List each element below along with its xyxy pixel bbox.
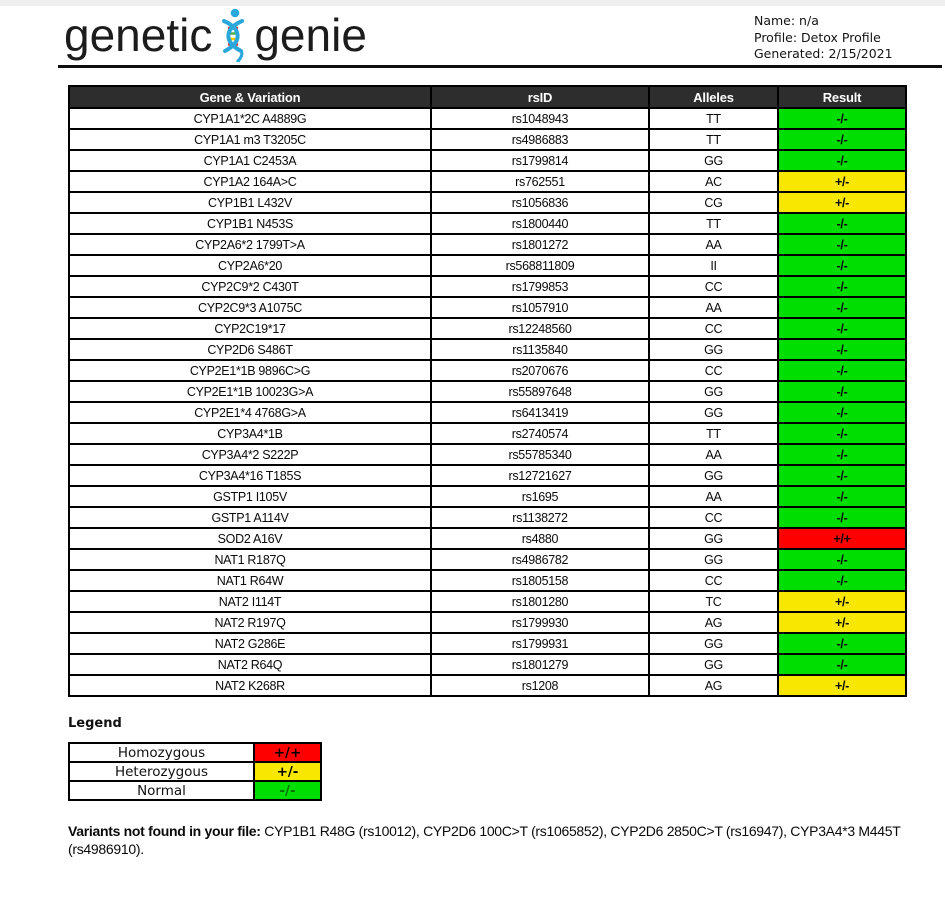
alleles-cell: TT [649,213,778,234]
report-name: Name: n/a [754,13,819,28]
result-cell: -/- [778,234,906,255]
result-cell: -/- [778,444,906,465]
rsid-cell: rs1799814 [431,150,649,171]
gene-cell: NAT2 R64Q [69,654,431,675]
rsid-cell: rs1799931 [431,633,649,654]
gene-cell: GSTP1 I105V [69,486,431,507]
alleles-cell: CC [649,360,778,381]
alleles-cell: TT [649,108,778,129]
gene-row [69,360,906,381]
result-cell: -/- [778,423,906,444]
result-cell: -/- [778,297,906,318]
result-cell: -/- [778,402,906,423]
result-cell: -/- [778,108,906,129]
gene-cell: CYP1A1 m3 T3205C [69,129,431,150]
gene-row [69,255,906,276]
gene-row [69,654,906,675]
alleles-cell: TT [649,129,778,150]
column-header-result: Result [778,86,906,108]
rsid-cell: rs55785340 [431,444,649,465]
gene-row [69,213,906,234]
gene-cell: NAT1 R64W [69,570,431,591]
alleles-cell: TT [649,423,778,444]
gene-row [69,129,906,150]
gene-row [69,444,906,465]
gene-cell: CYP1B1 N453S [69,213,431,234]
rsid-cell: rs762551 [431,171,649,192]
column-header-rsid: rsID [431,86,649,108]
gene-cell: NAT2 R197Q [69,612,431,633]
rsid-cell: rs4986782 [431,549,649,570]
gene-row [69,192,906,213]
alleles-cell: AC [649,171,778,192]
legend-symbol-cell: +/- [254,762,321,781]
alleles-cell: CC [649,570,778,591]
report-header [0,6,945,62]
gene-row [69,549,906,570]
legend-row [69,743,321,762]
gene-cell: CYP1A2 164A>C [69,171,431,192]
rsid-cell: rs12248560 [431,318,649,339]
result-cell: -/- [778,654,906,675]
rsid-cell: rs1800440 [431,213,649,234]
gene-cell: CYP2E1*4 4768G>A [69,402,431,423]
gene-row [69,486,906,507]
gene-cell: NAT2 G286E [69,633,431,654]
result-cell: -/- [778,339,906,360]
result-cell: +/- [778,192,906,213]
alleles-cell: GG [649,465,778,486]
rsid-cell: rs568811809 [431,255,649,276]
gene-cell: GSTP1 A114V [69,507,431,528]
gene-row [69,423,906,444]
gene-table-body [69,108,906,696]
rsid-cell: rs1138272 [431,507,649,528]
alleles-cell: AG [649,612,778,633]
alleles-cell: II [649,255,778,276]
gene-row [69,528,906,549]
legend-row [69,762,321,781]
gene-cell: CYP2C19*17 [69,318,431,339]
rsid-cell: rs1208 [431,675,649,696]
report-meta [754,8,941,63]
result-cell: -/- [778,486,906,507]
result-cell: -/- [778,465,906,486]
alleles-cell: AA [649,444,778,465]
result-cell: -/- [778,129,906,150]
alleles-cell: GG [649,402,778,423]
gene-row [69,234,906,255]
variants-not-found-note [68,822,945,858]
column-header-alleles: Alleles [649,86,778,108]
header-divider [58,65,942,68]
gene-cell: SOD2 A16V [69,528,431,549]
result-cell: -/- [778,360,906,381]
gene-table-header-row [69,86,906,108]
report-profile: Profile: Detox Profile [754,29,881,45]
alleles-cell: GG [649,633,778,654]
rsid-cell: rs4986883 [431,129,649,150]
result-cell: +/+ [778,528,906,549]
alleles-cell: AA [649,486,778,507]
gene-row [69,612,906,633]
gene-row [69,318,906,339]
report-generated: Generated: 2/15/2021 [754,46,893,61]
gene-cell: CYP2A6*20 [69,255,431,276]
rsid-cell: rs1056836 [431,192,649,213]
gene-row [69,675,906,696]
legend-label-cell: Heterozygous [69,762,254,781]
legend-title: Legend [68,716,122,731]
alleles-cell: GG [649,528,778,549]
result-cell: -/- [778,570,906,591]
gene-row [69,276,906,297]
gene-row [69,633,906,654]
gene-row [69,339,906,360]
genetic-genie-logo [64,8,367,62]
result-cell: -/- [778,276,906,297]
rsid-cell: rs1799930 [431,612,649,633]
gene-cell: CYP3A4*2 S222P [69,444,431,465]
gene-cell: CYP2E1*1B 10023G>A [69,381,431,402]
result-cell: +/- [778,612,906,633]
gene-cell: NAT2 I114T [69,591,431,612]
rsid-cell: rs1695 [431,486,649,507]
rsid-cell: rs55897648 [431,381,649,402]
gene-results-table [68,85,907,697]
rsid-cell: rs2740574 [431,423,649,444]
gene-row [69,171,906,192]
result-cell: +/- [778,675,906,696]
gene-cell: CYP2C9*2 C430T [69,276,431,297]
rsid-cell: rs1135840 [431,339,649,360]
gene-row [69,108,906,129]
rsid-cell: rs1801280 [431,591,649,612]
legend-table [68,742,322,801]
result-cell: -/- [778,507,906,528]
legend-label-cell: Homozygous [69,743,254,762]
variants-not-found-list: CYP1B1 R48G (rs10012), CYP2D6 100C>T (rs1065852), CYP2D6 2850C>T (rs16947), CYP3A4*3 M445T (rs4986910). [68,823,901,857]
legend-table-body [69,743,321,800]
gene-cell: CYP1B1 L432V [69,192,431,213]
gene-cell: CYP2A6*2 1799T>A [69,234,431,255]
gene-cell: CYP2D6 S486T [69,339,431,360]
alleles-cell: GG [649,381,778,402]
result-cell: -/- [778,150,906,171]
logo-word-genetic: genetic [64,9,213,61]
gene-row [69,570,906,591]
alleles-cell: AA [649,234,778,255]
result-cell: -/- [778,318,906,339]
logo-word-genie: genie [254,9,367,61]
gene-cell: NAT1 R187Q [69,549,431,570]
result-cell: +/- [778,171,906,192]
result-cell: -/- [778,255,906,276]
gene-row [69,591,906,612]
rsid-cell: rs1805158 [431,570,649,591]
alleles-cell: GG [649,654,778,675]
rsid-cell: rs2070676 [431,360,649,381]
rsid-cell: rs1057910 [431,297,649,318]
result-cell: -/- [778,633,906,654]
gene-cell: CYP1A1 C2453A [69,150,431,171]
rsid-cell: rs12721627 [431,465,649,486]
alleles-cell: CC [649,276,778,297]
gene-cell: CYP3A4*1B [69,423,431,444]
dna-helix-icon [215,8,251,62]
result-cell: +/- [778,591,906,612]
legend-label-cell: Normal [69,781,254,800]
alleles-cell: CC [649,507,778,528]
alleles-cell: GG [649,549,778,570]
result-cell: -/- [778,381,906,402]
alleles-cell: GG [649,339,778,360]
result-cell: -/- [778,549,906,570]
result-cell: -/- [778,213,906,234]
gene-row [69,402,906,423]
alleles-cell: CG [649,192,778,213]
alleles-cell: AG [649,675,778,696]
gene-cell: CYP3A4*16 T185S [69,465,431,486]
rsid-cell: rs6413419 [431,402,649,423]
gene-row [69,150,906,171]
rsid-cell: rs1799853 [431,276,649,297]
gene-cell: CYP2E1*1B 9896C>G [69,360,431,381]
alleles-cell: TC [649,591,778,612]
column-header-gene: Gene & Variation [69,86,431,108]
legend-symbol-cell: -/- [254,781,321,800]
alleles-cell: AA [649,297,778,318]
rsid-cell: rs1801272 [431,234,649,255]
legend-symbol-cell: +/+ [254,743,321,762]
gene-row [69,507,906,528]
alleles-cell: CC [649,318,778,339]
variants-not-found-label: Variants not found in your file: [68,823,261,839]
rsid-cell: rs1801279 [431,654,649,675]
rsid-cell: rs1048943 [431,108,649,129]
gene-cell: NAT2 K268R [69,675,431,696]
rsid-cell: rs4880 [431,528,649,549]
gene-cell: CYP2C9*3 A1075C [69,297,431,318]
gene-row [69,297,906,318]
gene-row [69,381,906,402]
gene-table-header [69,86,906,108]
gene-cell: CYP1A1*2C A4889G [69,108,431,129]
gene-row [69,465,906,486]
legend-row [69,781,321,800]
alleles-cell: GG [649,150,778,171]
